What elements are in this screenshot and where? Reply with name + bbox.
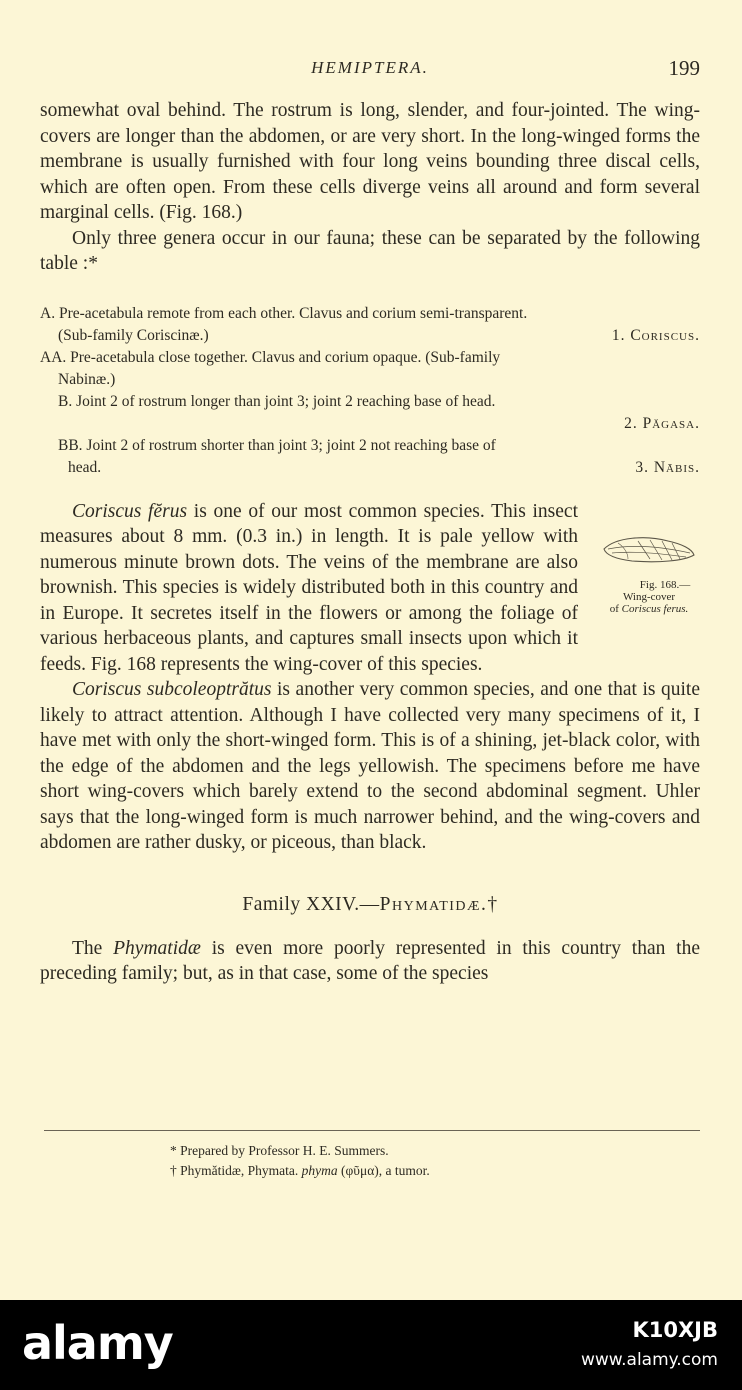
figure-caption-species: Coriscus ferus. <box>621 602 689 615</box>
phymatidae-name: Phymatidæ <box>113 937 201 959</box>
figure-caption-text: Wing-cover <box>622 590 676 603</box>
wing-cover-illustration <box>598 531 698 573</box>
phymatidae-para-start: The <box>72 937 114 959</box>
species-name-coriscus-ferus: Coriscus fĕrus <box>72 500 188 522</box>
watermark-logo: alamy <box>22 1316 173 1370</box>
key-entry-b: B. Joint 2 of rostrum longer than joint 3; joint 2 reaching base of head. <box>58 392 496 410</box>
key-entry-aa-cont: Nabinæ.) <box>58 370 116 388</box>
figure-caption-of: of <box>609 602 619 615</box>
footnote-2 <box>44 1161 700 1181</box>
key-entry-a-subfamily: (Sub-family Coriscinæ.) <box>58 326 209 344</box>
species-text-coriscus-subcoleoptratus: is another very common species, and one that is quite likely to attract attention. Although I have collected very many specimens of it, I have met with only the short-winged form. This is of a shining, jet-black color, with the edge of the abdomen and the legs yellowish. The specimens before me have short wing-covers which barely extend to the second abdominal segment. Uhler says that the long-winged form is much narrower behind, and the wing-covers and abdomen are rather dusky, or piceous, than black. <box>40 679 700 853</box>
paragraph-intro: somewhat oval behind. The rostrum is long, slender, and four-jointed. The wing-covers are longer than the abdomen, or are very short. In the long-winged forms the membrane is usually furnished with four long veins bounding three discal cells, which are often open. From these cells diverge veins all around and form several marginal cells. (Fig. 168.) <box>40 100 700 223</box>
genera-key-table <box>40 303 700 479</box>
key-taxon-coriscus: 1. Coriscus. <box>611 326 700 344</box>
page-header <box>40 56 700 82</box>
phymatidae-para-rest: is even more poorly represented in this country than the preceding family; but, as in that case, some of the species <box>40 937 700 984</box>
figure-168 <box>588 529 708 665</box>
family-heading-prefix: Family XXIV.— <box>242 893 380 915</box>
key-entry-bb-row <box>40 457 700 479</box>
key-entry-bb: BB. Joint 2 of rostrum shorter than joint 3; joint 2 not reaching base of <box>58 436 496 454</box>
paragraph-coriscus-subcoleoptratus <box>40 677 700 856</box>
paragraph-coriscus-ferus <box>40 499 700 678</box>
watermark-image-id: K10XJB <box>632 1318 718 1342</box>
key-entry-bb-cont: head. <box>68 458 102 476</box>
footnote-1: * Prepared by Professor H. E. Summers. <box>170 1143 389 1158</box>
species-name-coriscus-subcoleoptratus: Coriscus subcoleoptrătus <box>72 679 272 700</box>
key-taxon-nabis: 3. Nābis. <box>635 458 700 476</box>
footnote-2-suffix: , a tumor. <box>378 1163 430 1178</box>
footnote-2-greek: (φῦμα) <box>337 1163 379 1178</box>
figure-label: Fig. 168.— <box>639 578 691 591</box>
family-heading <box>40 894 700 916</box>
family-heading-name: Phymatidæ. <box>379 893 488 915</box>
key-entry-a: A. Pre-acetabula remote from each other. Clavus and corium semi-transparent. <box>40 304 528 322</box>
running-head: HEMIPTERA. <box>311 58 429 77</box>
key-entry-a-row <box>40 325 700 347</box>
paragraph-phymatidae <box>40 936 700 987</box>
species-text-coriscus-ferus: is one of our most common species. This insect measures about 8 mm. (0.3 in.) in length. It is pale yellow with numerous minute brown dots. The veins of the membrane are also brownish. This species is widely distributed both in this country and in Europe. It secretes itself in the flowers or among the foliage of various herbaceous plants, and captures small insects upon which it feeds. Fig. 168 represents the wing-cover of this species. <box>40 500 578 675</box>
footnote-mark-dagger: † <box>487 893 498 915</box>
key-entry-aa: AA. Pre-acetabula close together. Clavus and corium opaque. (Sub-family <box>40 348 501 366</box>
figure-caption <box>600 579 698 615</box>
paragraph-genera: Only three genera occur in our fauna; these can be separated by the following table :* <box>40 227 700 274</box>
footnotes <box>44 1130 700 1181</box>
page-number: 199 <box>668 56 700 80</box>
key-taxon-pagasa: 2. Păgasa. <box>624 414 700 432</box>
watermark-bar <box>0 1300 742 1390</box>
watermark-url: www.alamy.com <box>580 1350 718 1370</box>
footnote-2-italic: phyma <box>301 1163 338 1178</box>
page-body <box>40 98 700 987</box>
footnote-2-prefix: † Phymătidæ, Phymata. <box>170 1163 302 1178</box>
